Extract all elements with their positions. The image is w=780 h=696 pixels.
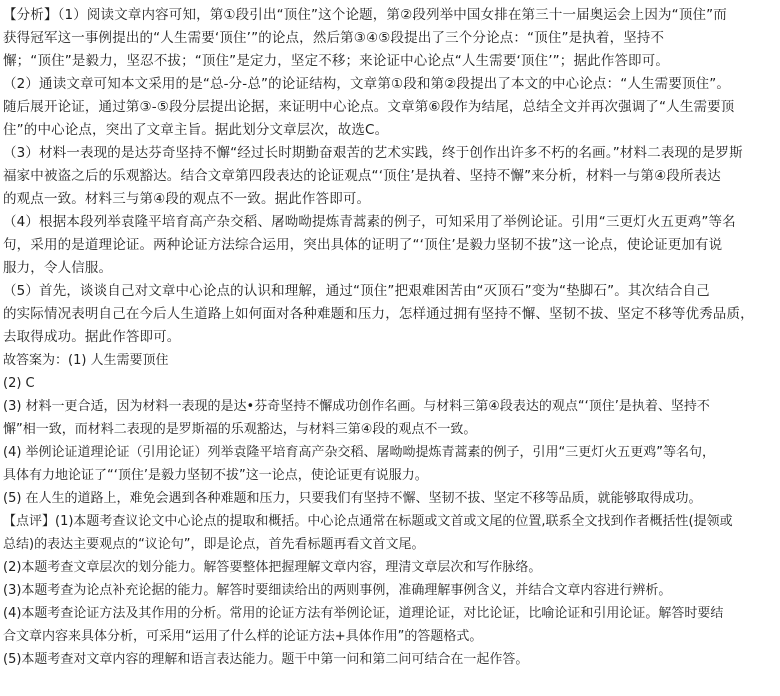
answer-line-6: 具体有力地论证了“‘顶住’是毅力坚韧不拔”这一论点，使论证更有说服力。 bbox=[3, 468, 428, 483]
analysis-line-12: 服力，令人信服。 bbox=[3, 260, 113, 276]
analysis-line-7: （3）材料一表现的是达芬奇坚持不懈“经过长时期勤奋艰苦的艺术实践，终于创作出许多不朽的名画。”材料二表现的是罗斯 bbox=[3, 145, 743, 161]
analysis-line-8: 福家中被盗之后的乐观豁达。结合文章第四段表达的论证观点“‘顶住’是执着、坚持不懈”来分析，材料一与第④段所表达 bbox=[3, 168, 721, 184]
analysis-line-2: 获得冠军这一事例提出的“人生需要‘顶住’”的论点，然后第③④⑤段提出了三个分论点：“顶住”是执着，坚持不 bbox=[3, 30, 665, 46]
answer-line-1: 故答案为：(1) 人生需要顶住 bbox=[3, 353, 169, 368]
analysis-line-6: 住”的中心论点，突出了文章主旨。据此划分文章层次，故选C。 bbox=[3, 122, 389, 138]
comment-line-3: (2)本题考查文章层次的划分能力。解答要整体把握理解文章内容，理清文章层次和写作脉络。 bbox=[3, 560, 542, 575]
analysis-line-10: （4）根据本段列举袁隆平培育高产杂交稻、屠呦呦提炼青蒿素的例子，可知采用了举例论证。引用“三更灯火五更鸡”等名 bbox=[3, 214, 736, 230]
analysis-line-14: 的实际情况表明自己在今后人生道路上如何面对各种难题和压力，怎样通过拥有坚持不懈、坚韧不拔、坚定不移等优秀品质， bbox=[3, 306, 754, 322]
comment-line-6: 合文章内容来具体分析，可采用“运用了什么样的论证方法+具体作用”的答题格式。 bbox=[3, 629, 483, 644]
analysis-line-9: 的观点一致。材料三与第④段的观点不一致。据此作答即可。 bbox=[3, 191, 371, 207]
analysis-line-15: 去取得成功。据此作答即可。 bbox=[3, 329, 181, 345]
analysis-line-13: （5）首先，谈谈自己对文章中心论点的认识和理解，通过“顶住”把艰难困苦由“灭顶石”变为“垫脚石”。其次结合自己 bbox=[3, 283, 710, 299]
answer-line-3: (3) 材料一更合适，因为材料一表现的是达•芬奇坚持不懈成功创作名画。与材料三第④段表达的观点“‘顶住’是执着、坚持不 bbox=[3, 399, 710, 414]
analysis-line-1: 【分析】（1）阅读文章内容可知，第①段引出“顶住”这个论题，第②段列举中国女排在第三十一届奥运会上因为“顶住”而 bbox=[3, 7, 727, 23]
comment-line-1: 【点评】(1)本题考查议论文中心论点的提取和概括。中心论点通常在标题或文首或文尾的位置,联系全文找到作者概括性(提领或 bbox=[3, 514, 733, 529]
answer-line-7: (5) 在人生的道路上，难免会遇到各种难题和压力，只要我们有坚持不懈、坚韧不拔、坚定不移等品质，就能够取得成功。 bbox=[3, 491, 702, 506]
analysis-line-5: 随后展开论证，通过第③-⑤段分层提出论据，来证明中心论点。文章第⑥段作为结尾，总结全文并再次强调了“人生需要顶 bbox=[3, 99, 735, 115]
answer-line-4: 懈”相一致，而材料二表现的是罗斯福的乐观豁达，与材料三第④段的观点不一致。 bbox=[3, 422, 477, 437]
analysis-line-3: 懈；“顶住”是毅力，坚忍不拔；“顶住”是定力，坚定不移；来论证中心论点“人生需要‘顶住’”；据此作答即可。 bbox=[3, 53, 669, 69]
answer-line-2: (2) C bbox=[3, 376, 35, 391]
comment-line-7: (5)本题考查对文章内容的理解和语言表达能力。题干中第一问和第二问可结合在一起作答。 bbox=[3, 652, 529, 667]
answer-line-5: (4) 举例论证道理论证（引用论证）列举袁隆平培育高产杂交稻、屠呦呦提炼青蒿素的例子，引用“三更灯火五更鸡”等名句， bbox=[3, 445, 716, 460]
comment-line-2: 总结)的表达主要观点的“议论句”，即是论点，首先看标题再看文首文尾。 bbox=[3, 537, 425, 552]
analysis-line-4: （2）通读文章可知本文采用的是“总-分-总”的论证结构，文章第①段和第②段提出了本文的中心论点：“人生需要顶住”。 bbox=[3, 76, 731, 92]
comment-line-5: (4)本题考查论证方法及其作用的分析。常用的论证方法有举例论证，道理论证，对比论证，比喻论证和引用论证。解答时要结 bbox=[3, 606, 724, 621]
analysis-line-11: 句，采用的是道理论证。两种论证方法综合运用，突出具体的证明了“‘顶住’是毅力坚韧不拔”这一论点，使论证更加有说 bbox=[3, 237, 723, 253]
comment-line-4: (3)本题考查为论点补充论据的能力。解答时要细读给出的两则事例，准确理解事例含义，并结合文章内容进行辨析。 bbox=[3, 583, 672, 598]
